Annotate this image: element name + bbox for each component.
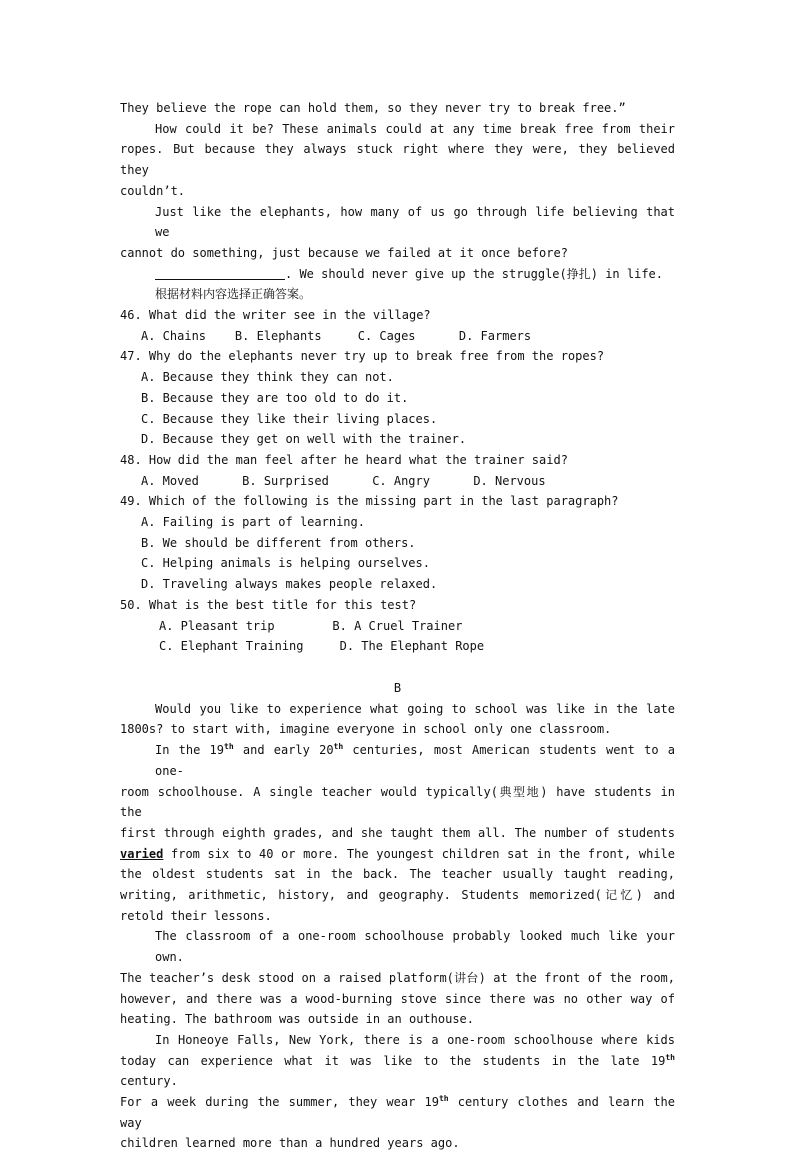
passage-b-line: 1800s? to start with, imagine everyone in school only one classroom. bbox=[120, 722, 612, 737]
question-49-option: B. We should be different from others. bbox=[141, 535, 416, 550]
passage-b-line: In the 19th and early 20th centuries, most American students went to a one- bbox=[155, 742, 675, 778]
question-47-option: C. Because they like their living places. bbox=[141, 411, 438, 426]
passage-b-line: The teacher’s desk stood on a raised platform(讲台) at the front of the room, bbox=[120, 970, 675, 985]
passage-a-line: How could it be? These animals could at any time break free from their bbox=[155, 121, 675, 136]
passage-b-heading: B bbox=[393, 680, 402, 695]
passage-b-line: The classroom of a one-room schoolhouse probably looked much like your own. bbox=[155, 929, 675, 965]
question-49-option: C. Helping animals is helping ourselves. bbox=[141, 556, 430, 571]
question-47-option: B. Because they are too old to do it. bbox=[141, 390, 409, 405]
passage-b-line: writing, arithmetic, history, and geography. Students memorized(记忆) and bbox=[120, 888, 675, 903]
question-47-option: A. Because they think they can not. bbox=[141, 370, 394, 385]
question-49: 49. Which of the following is the missing part in the last paragraph? bbox=[120, 494, 619, 509]
question-47-option: D. Because they get on well with the trainer. bbox=[141, 432, 467, 447]
question-49-option: D. Traveling always makes people relaxed. bbox=[141, 577, 438, 592]
missing-sentence-line: . We should never give up the struggle(挣扎) in life. bbox=[120, 264, 675, 285]
question-48: 48. How did the man feel after he heard what the trainer said? bbox=[120, 452, 568, 467]
passage-a-line: Just like the elephants, how many of us go through life believing that we bbox=[155, 204, 675, 240]
question-49-option: A. Failing is part of learning. bbox=[141, 515, 365, 530]
passage-b-line: children learned more than a hundred years ago. bbox=[120, 1136, 460, 1151]
passage-b-line: today can experience what it was like to the students in the late 19th century. bbox=[120, 1052, 675, 1089]
passage-b-line: retold their lessons. bbox=[120, 908, 272, 923]
instruction: 根据材料内容选择正确答案。 bbox=[155, 287, 312, 302]
question-50-options: A. Pleasant trip B. A Cruel Trainer bbox=[159, 618, 463, 633]
question-47: 47. Why do the elephants never try up to break free from the ropes? bbox=[120, 349, 605, 364]
question-50: 50. What is the best title for this test? bbox=[120, 597, 417, 612]
passage-b-line: In Honeoye Falls, New York, there is a one-room schoolhouse where kids bbox=[155, 1032, 675, 1047]
passage-a-line: They believe the rope can hold them, so they never try to break free.” bbox=[120, 101, 626, 115]
passage-a-line: ropes. But because they always stuck right where they were, they believed they bbox=[120, 142, 675, 178]
passage-b-line: heating. The bathroom was outside in an outhouse. bbox=[120, 1012, 475, 1027]
passage-b-line: For a week during the summer, they wear 19th century clothes and learn the way bbox=[120, 1094, 675, 1130]
passage-b-line: varied from six to 40 or more. The youngest children sat in the front, while bbox=[120, 846, 675, 861]
passage-b-line: room schoolhouse. A single teacher would typically(典型地) have students in the bbox=[120, 784, 675, 820]
passage-b-line: however, and there was a wood-burning stove since there was no other way of bbox=[120, 991, 675, 1006]
underlined-word: varied bbox=[120, 846, 164, 861]
passage-b-line: first through eighth grades, and she taught them all. The number of students bbox=[120, 825, 675, 840]
question-48-options: A. Moved B. Surprised C. Angry D. Nervous bbox=[141, 473, 546, 488]
answer-blank bbox=[155, 266, 285, 280]
passage-b-line: the oldest students sat in the back. The teacher usually taught reading, bbox=[120, 867, 675, 882]
question-50-options: C. Elephant Training D. The Elephant Rope bbox=[159, 639, 485, 654]
document-page bbox=[120, 98, 675, 1154]
passage-a-line: couldn’t. bbox=[120, 183, 186, 198]
question-46-options: A. Chains B. Elephants C. Cages D. Farmers bbox=[141, 328, 532, 343]
passage-a-line: cannot do something, just because we failed at it once before? bbox=[120, 245, 568, 260]
question-46: 46. What did the writer see in the village? bbox=[120, 308, 431, 323]
passage-b-line: Would you like to experience what going to school was like in the late bbox=[155, 701, 675, 716]
